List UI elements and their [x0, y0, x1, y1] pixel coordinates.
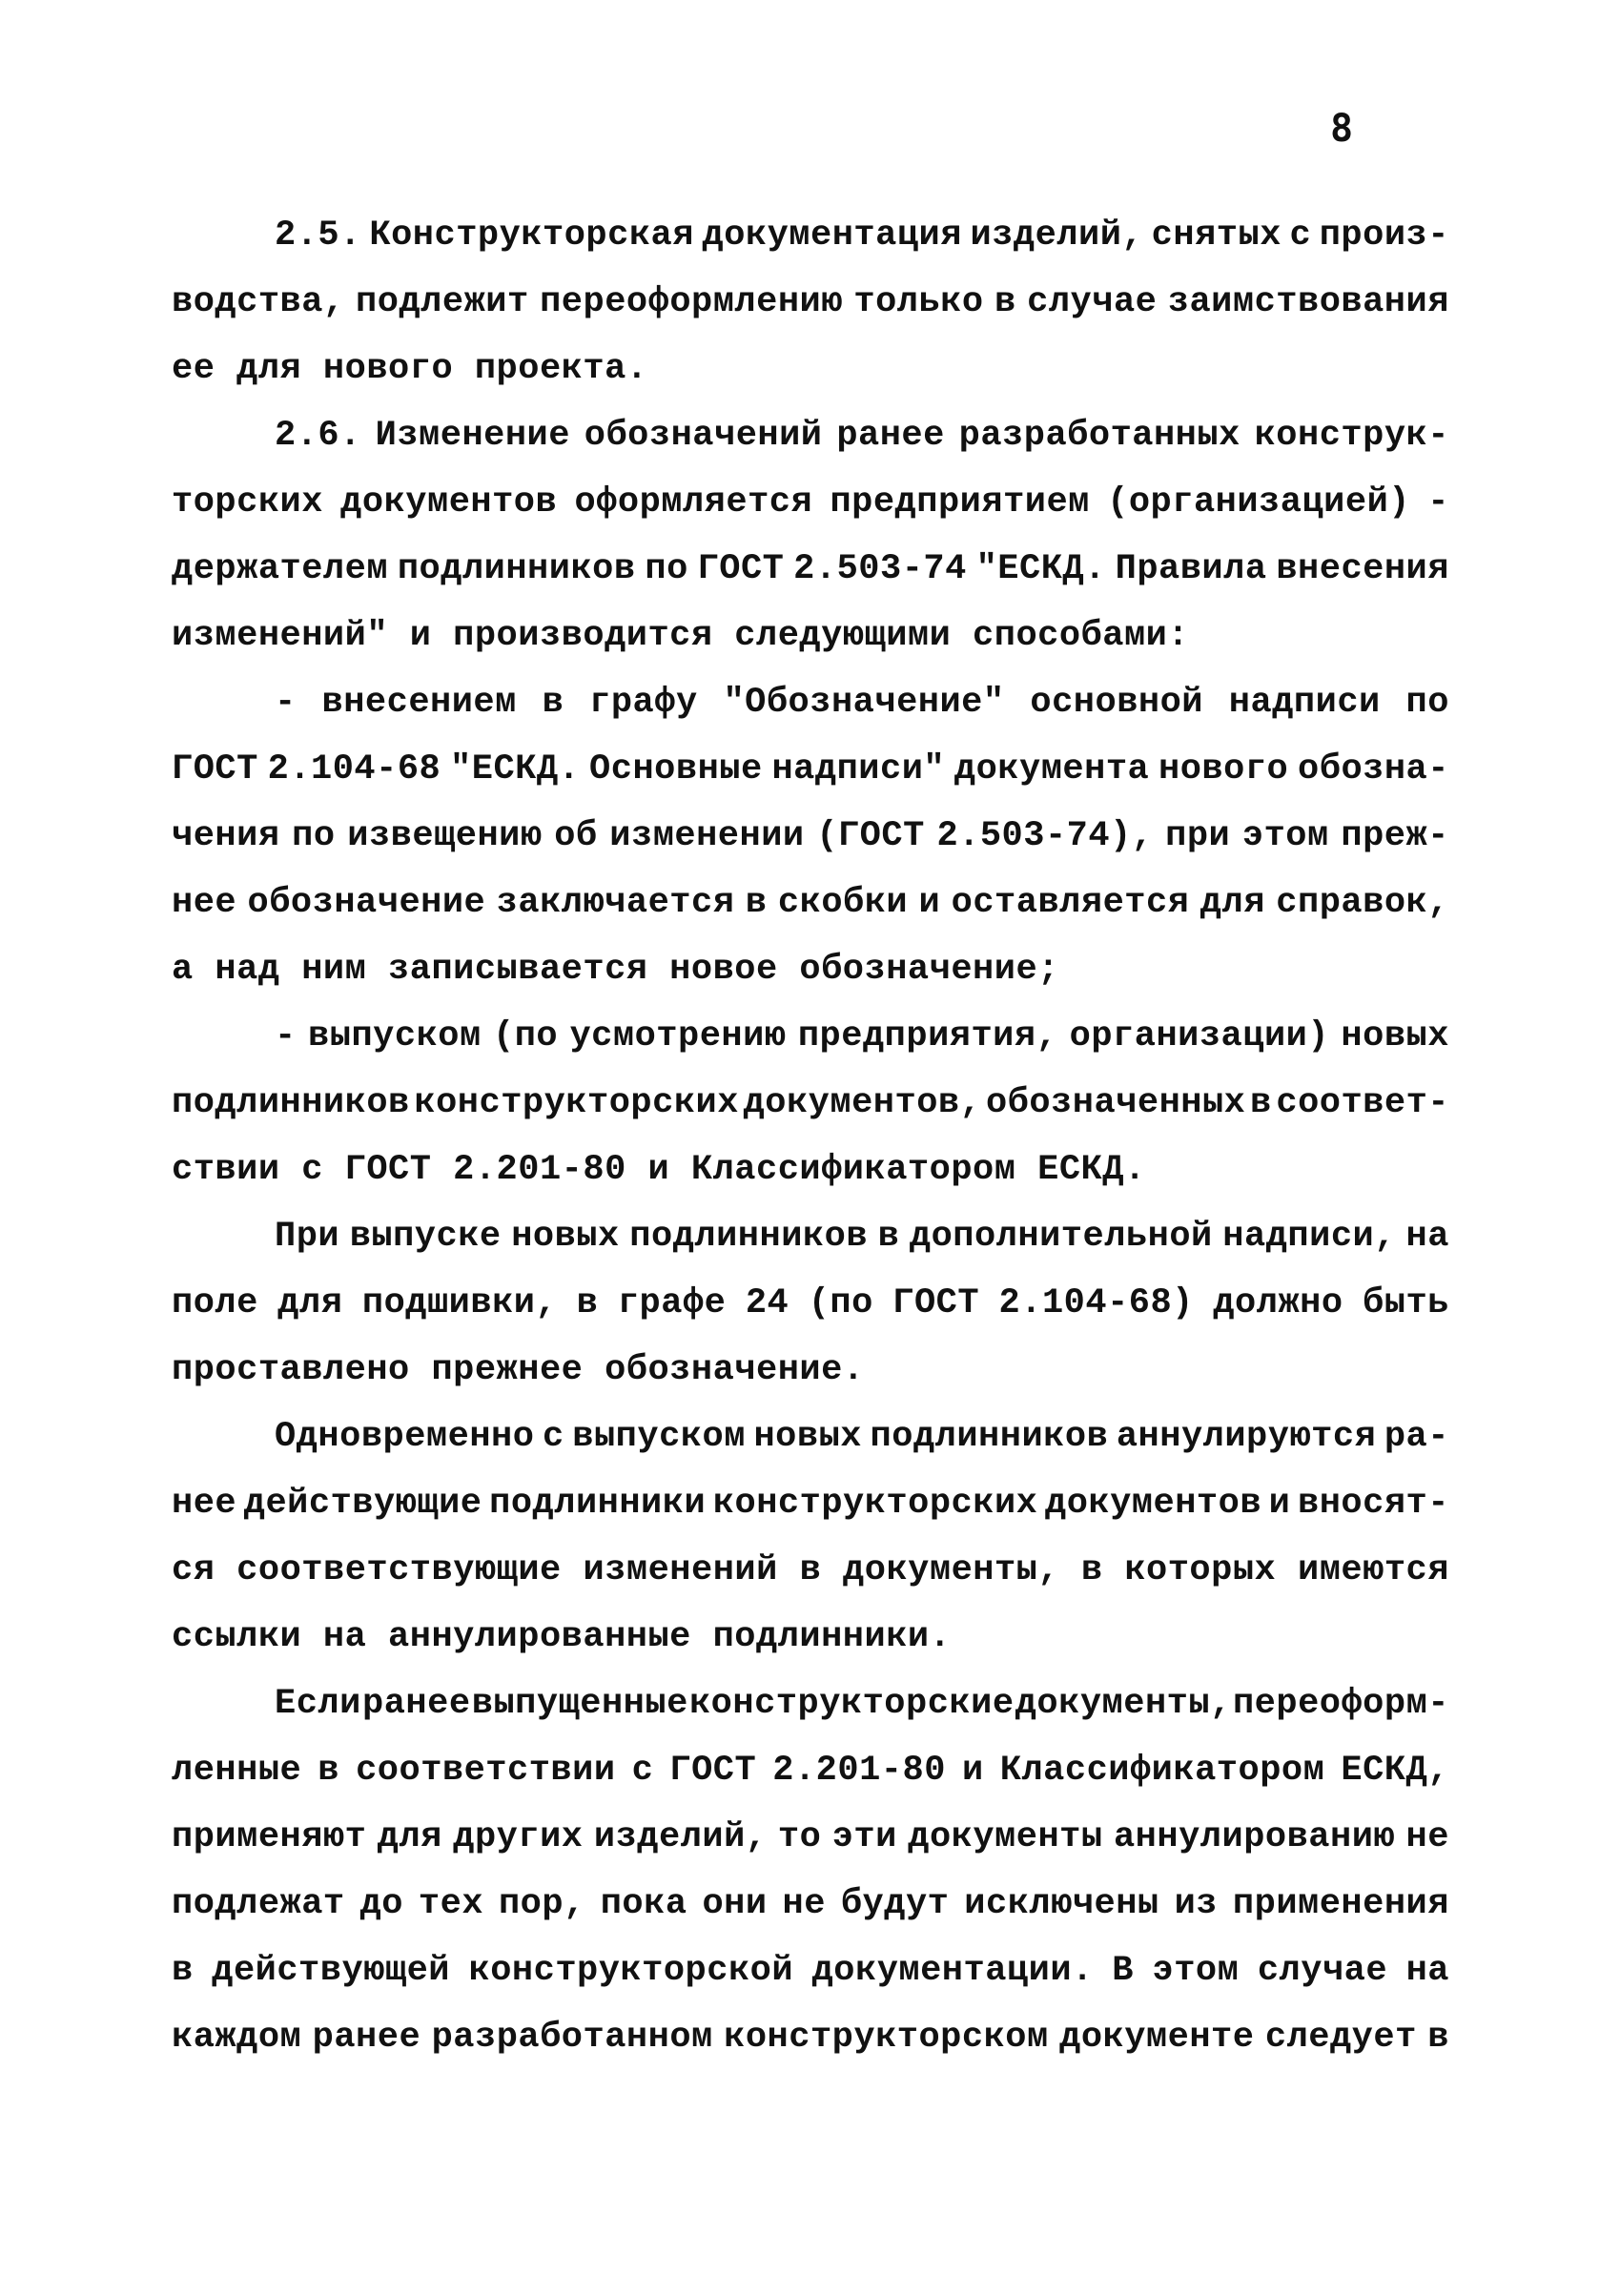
word: документов: [1044, 1484, 1262, 1524]
word: на: [1405, 1217, 1449, 1257]
word: конструкторские: [688, 1684, 1015, 1724]
word: конструкторских: [414, 1083, 739, 1123]
word: документы,: [1015, 1684, 1232, 1724]
word: -: [1427, 482, 1449, 523]
word: ра-: [1384, 1417, 1449, 1457]
word: -: [275, 1016, 297, 1056]
word: ГОСТ: [697, 549, 785, 589]
document-body: [172, 202, 1449, 2071]
word: "Обозначение": [723, 683, 1005, 723]
word: по: [292, 816, 336, 856]
word: конструкторском: [724, 2018, 1049, 2058]
word: действующей: [212, 1951, 450, 1991]
word: то: [777, 1817, 822, 1857]
word: соответ-: [1276, 1083, 1449, 1123]
word: они: [702, 1884, 768, 1924]
word: документы,: [843, 1550, 1060, 1590]
word: для: [377, 1817, 442, 1857]
word: надписи,: [1222, 1217, 1396, 1257]
word: Одновременно: [275, 1417, 535, 1457]
word: в: [799, 1550, 822, 1590]
word: графе: [617, 1283, 727, 1323]
list-item-designation-entry: [172, 669, 1449, 1003]
word: оставляется: [951, 883, 1190, 923]
word: обозна-: [1298, 749, 1449, 789]
word: ранее: [836, 416, 945, 456]
paragraph-new-originals-note: [172, 1203, 1449, 1404]
word: ранее: [362, 1684, 471, 1724]
word: следует: [1264, 2018, 1417, 2058]
word: вносят-: [1298, 1484, 1449, 1524]
text-line: [172, 536, 1449, 603]
word: нового: [1159, 749, 1289, 789]
word: новых: [511, 1217, 620, 1257]
word: выпуске: [349, 1217, 502, 1257]
word: справок,: [1276, 883, 1449, 923]
word: применения: [1232, 1884, 1449, 1924]
word: не: [1405, 1817, 1449, 1857]
word: эти: [831, 1817, 897, 1857]
word: дополнительной: [909, 1217, 1213, 1257]
word: предприятием: [830, 482, 1090, 523]
word: документация: [702, 215, 962, 256]
word: применяют: [172, 1817, 367, 1857]
word: (ГОСТ: [816, 816, 925, 856]
word: в: [1427, 2018, 1449, 2058]
word: организации): [1069, 1016, 1330, 1056]
word: подлежит: [356, 282, 529, 322]
word: для: [277, 1283, 343, 1323]
word: -: [275, 683, 297, 723]
word: в: [1250, 1083, 1272, 1123]
word: по: [645, 549, 688, 589]
word: обозначение: [247, 883, 486, 923]
word: изделий,: [970, 215, 1144, 256]
text-line: [172, 469, 1449, 536]
word: подлинников: [870, 1417, 1109, 1457]
word: ся: [172, 1550, 215, 1590]
text-line: [172, 736, 1449, 803]
word: ГОСТ: [172, 749, 258, 789]
page-number: 8: [1330, 107, 1354, 151]
word: документы: [908, 1817, 1103, 1857]
word: предприятия,: [797, 1016, 1058, 1056]
word: основной: [1030, 683, 1204, 723]
word: пор,: [498, 1884, 585, 1924]
word: не: [782, 1884, 826, 1924]
text-line: [172, 1203, 1449, 1270]
word: ГОСТ: [669, 1751, 757, 1791]
word: документов,: [743, 1083, 982, 1123]
word: документе: [1059, 2018, 1255, 2058]
text-line: [172, 1270, 1449, 1337]
word: 2.503-74: [793, 549, 967, 589]
word: в: [877, 1217, 900, 1257]
text-line: [172, 1003, 1449, 1070]
word: ленные: [172, 1751, 302, 1791]
word: в: [172, 1951, 194, 1991]
word: новых: [1341, 1016, 1449, 1056]
word: Основные: [589, 749, 763, 789]
word: конструк-: [1254, 416, 1449, 456]
word: и: [918, 883, 941, 923]
word: снятых: [1151, 215, 1282, 256]
word: скобки: [777, 883, 909, 923]
word: внесения: [1276, 549, 1449, 589]
word: При: [275, 1217, 340, 1257]
word: аннулируются: [1116, 1417, 1377, 1457]
word: в: [995, 282, 1016, 322]
word: будут: [840, 1884, 950, 1924]
word: выпуском: [308, 1016, 482, 1056]
text-line: [172, 803, 1449, 870]
word: документа: [954, 749, 1150, 789]
text-line: [172, 1070, 1449, 1137]
word: внесением: [321, 683, 517, 723]
word: аннулированию: [1113, 1817, 1396, 1857]
word: должно: [1213, 1283, 1343, 1323]
word: на: [1405, 1951, 1449, 1991]
word: документов: [340, 482, 558, 523]
word: по: [1405, 683, 1449, 723]
word: для: [1200, 883, 1265, 923]
word: В: [1112, 1951, 1134, 1991]
word: изделий,: [593, 1817, 768, 1857]
word: подлежат: [172, 1884, 345, 1924]
word: изменении: [609, 816, 805, 856]
word: этом: [1152, 1951, 1240, 1991]
word: обозначений: [584, 416, 823, 456]
text-line: изменений" и производится следующими способами:: [172, 616, 1190, 656]
word: в: [745, 883, 768, 923]
text-line: [172, 1737, 1449, 1804]
text-line: [172, 1470, 1449, 1537]
word: разработанных: [958, 416, 1241, 456]
word: 2.5.: [275, 215, 361, 256]
word: торских: [172, 482, 323, 523]
word: заключается: [496, 883, 735, 923]
word: 2.201-80: [772, 1751, 946, 1791]
word: переоформлению: [540, 282, 843, 322]
word: в: [318, 1751, 340, 1791]
word: и: [961, 1751, 984, 1791]
text-line: [172, 1404, 1449, 1470]
word: нее: [172, 1484, 237, 1524]
word: соответствии: [356, 1751, 616, 1791]
word: которых: [1124, 1550, 1277, 1590]
text-line: [172, 1537, 1449, 1604]
word: заимствования: [1167, 282, 1449, 322]
word: действующие: [243, 1484, 482, 1524]
text-line: [172, 202, 1449, 269]
word: подлинников: [172, 1083, 410, 1123]
word: подшивки,: [361, 1283, 558, 1323]
paragraph-reissued-documents: [172, 1671, 1449, 2071]
word: извещению: [347, 816, 543, 856]
word: с: [543, 1417, 564, 1457]
word: "ЕСКД.: [975, 549, 1106, 589]
word: 2.104-68): [998, 1283, 1194, 1323]
word: произ-: [1319, 215, 1449, 256]
word: новых: [753, 1417, 862, 1457]
word: Классификатором: [999, 1751, 1325, 1791]
text-line: [172, 1804, 1449, 1871]
text-line: проставлено прежнее обозначение.: [172, 1350, 865, 1390]
word: с: [631, 1751, 654, 1791]
word: с: [1289, 215, 1312, 256]
word: быть: [1363, 1283, 1449, 1323]
text-line: [172, 870, 1449, 936]
word: Изменение: [375, 416, 570, 456]
word: (по: [493, 1016, 559, 1056]
word: переоформ-: [1232, 1684, 1449, 1724]
word: случае: [1257, 1951, 1388, 1991]
word: до: [359, 1884, 403, 1924]
word: об: [554, 816, 598, 856]
word: обозначенных: [985, 1083, 1246, 1123]
word: имеются: [1298, 1550, 1449, 1590]
word: в: [576, 1283, 599, 1323]
word: ЕСКД,: [1341, 1751, 1449, 1791]
word: держателем: [172, 549, 389, 589]
word: выпущенные: [471, 1684, 688, 1724]
word: тех: [418, 1884, 484, 1924]
text-line: ссылки на аннулированные подлинники.: [172, 1617, 952, 1657]
word: графу: [589, 683, 698, 723]
paragraph-annulment: [172, 1404, 1449, 1671]
paragraph-2-5: [172, 202, 1449, 402]
paragraph-2-6: [172, 402, 1449, 669]
text-line: [172, 2004, 1449, 2071]
word: надписи": [771, 749, 946, 789]
word: (организацией): [1107, 482, 1410, 523]
word: усмотрению: [569, 1016, 787, 1056]
word: каждом: [172, 2018, 302, 2058]
word: оформляется: [574, 482, 813, 523]
text-line: [172, 269, 1449, 336]
word: подлинники: [489, 1484, 707, 1524]
text-line: [172, 669, 1449, 736]
word: Конструкторская: [369, 215, 694, 256]
word: преж-: [1341, 816, 1449, 856]
word: при: [1165, 816, 1231, 856]
word: соответствующие: [236, 1550, 562, 1590]
word: водства,: [172, 282, 345, 322]
list-item-new-originals: [172, 1003, 1449, 1203]
word: изменений: [583, 1550, 778, 1590]
word: пока: [600, 1884, 687, 1924]
text-line: а над ним записывается новое обозначение;: [172, 950, 1059, 990]
word: только: [853, 282, 984, 322]
word: и: [1268, 1484, 1291, 1524]
word: в: [1080, 1550, 1103, 1590]
text-line: ствии с ГОСТ 2.201-80 и Классификатором ЕСКД.: [172, 1150, 1146, 1190]
word: 2.6.: [275, 416, 361, 456]
word: в: [542, 683, 564, 723]
word: подлинников: [629, 1217, 869, 1257]
word: разработанном: [431, 2018, 713, 2058]
text-line: [172, 1871, 1449, 1937]
word: подлинников: [397, 549, 636, 589]
word: случае: [1027, 282, 1158, 322]
text-line: [172, 402, 1449, 469]
word: надписи: [1228, 683, 1381, 723]
word: нее: [172, 883, 237, 923]
text-line: [172, 1937, 1449, 2004]
text-line: [172, 1671, 1449, 1737]
word: исключены: [964, 1884, 1159, 1924]
word: документации.: [811, 1951, 1094, 1991]
word: чения: [172, 816, 280, 856]
word: конструкторской: [468, 1951, 794, 1991]
word: (по: [808, 1283, 873, 1323]
word: 24: [745, 1283, 789, 1323]
word: 2.104-68: [267, 749, 441, 789]
word: поле: [172, 1283, 258, 1323]
word: Правила: [1115, 549, 1267, 589]
word: из: [1174, 1884, 1218, 1924]
word: этом: [1241, 816, 1329, 856]
word: конструкторских: [712, 1484, 1038, 1524]
word: выпуском: [572, 1417, 746, 1457]
word: ГОСТ: [892, 1283, 980, 1323]
word: "ЕСКД.: [450, 749, 581, 789]
word: Если: [275, 1684, 361, 1724]
word: других: [453, 1817, 584, 1857]
word: ранее: [312, 2018, 421, 2058]
word: 2.503-74),: [936, 816, 1154, 856]
text-line: ее для нового проекта.: [172, 349, 648, 389]
